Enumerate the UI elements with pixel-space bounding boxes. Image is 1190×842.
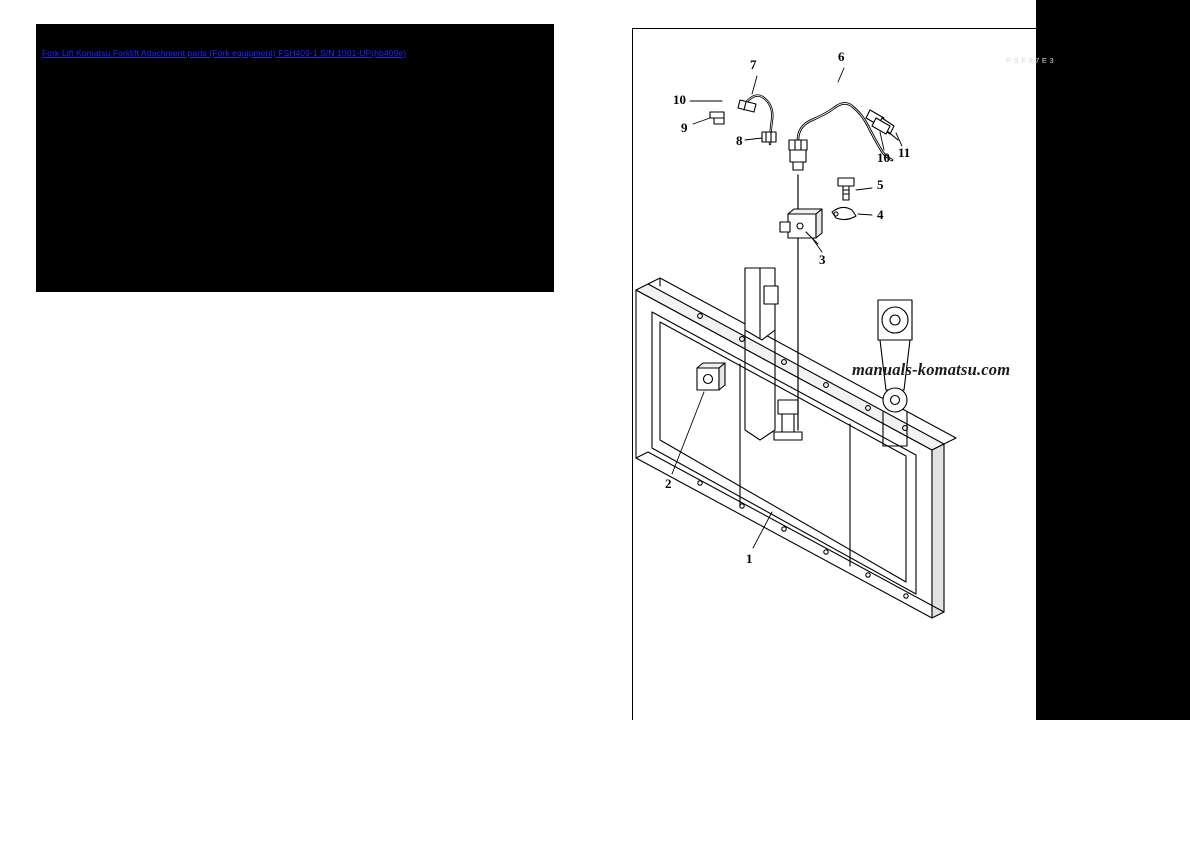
coupler-stack	[789, 140, 807, 170]
plate-mounted-block	[697, 363, 725, 390]
page-code-label: PSF97E3	[1006, 56, 1057, 65]
clamp-item-4	[832, 207, 856, 219]
callout-9: 9	[681, 120, 688, 135]
callout-4: 4	[877, 207, 884, 222]
callout-6: 6	[838, 49, 845, 64]
watermark-text: manuals-komatsu.com	[852, 360, 1011, 379]
elbow-item-9	[710, 112, 724, 124]
callout-8: 8	[736, 133, 743, 148]
valve-block	[780, 209, 822, 244]
callout-5: 5	[877, 177, 884, 192]
callout-2: 2	[665, 476, 672, 491]
callout-3: 3	[819, 252, 826, 267]
callout-10-right: 10	[877, 150, 890, 165]
breadcrumb-link-full[interactable]: Fork Lift Komatsu Forklift Attachment parts (Fork equipment) FSH409-1 S/N 1001-UP(hb409e)	[42, 48, 407, 58]
callout-10-left: 10	[673, 92, 686, 107]
callout-7: 7	[750, 57, 757, 72]
fitting-item-8	[762, 132, 776, 142]
callout-11: 11	[898, 145, 911, 160]
bolt-item-5	[838, 178, 854, 200]
fitting-item-10-left	[738, 100, 756, 112]
fitting-item-10-right	[872, 118, 890, 134]
callout-1: 1	[746, 551, 753, 566]
